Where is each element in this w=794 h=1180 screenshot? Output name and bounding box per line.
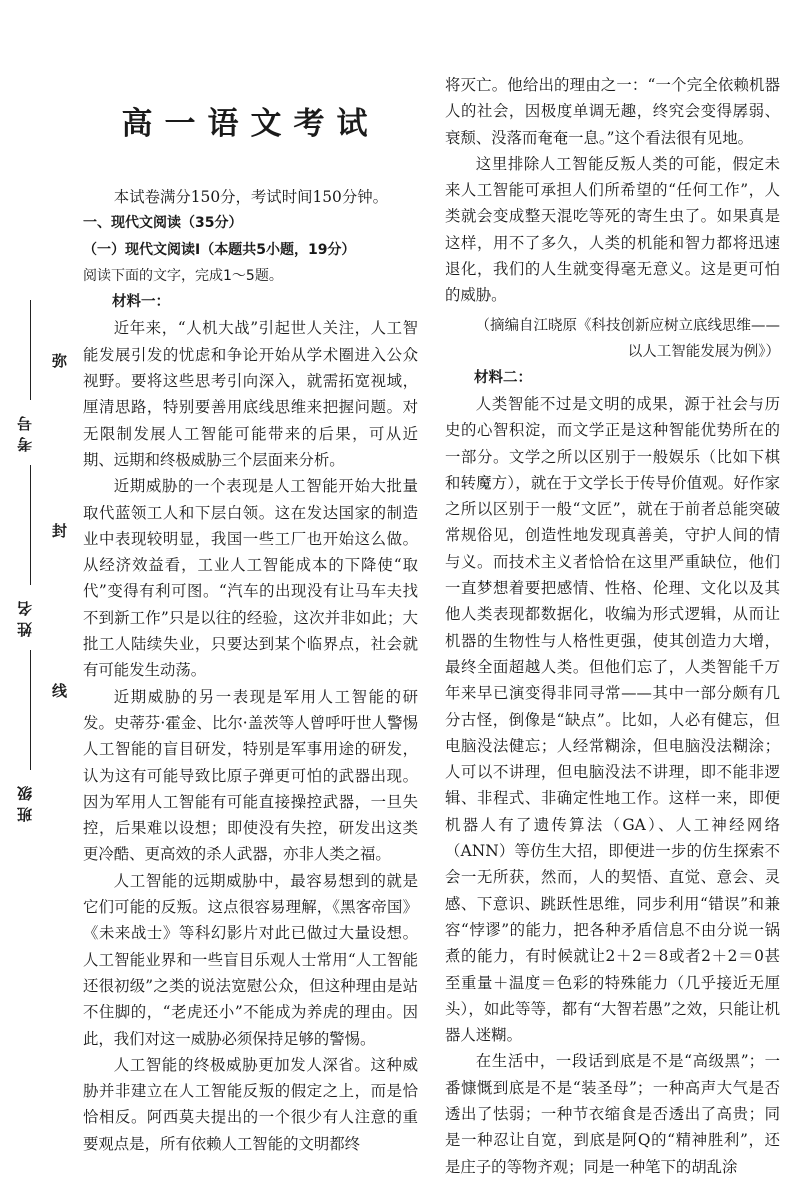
- page-title: 高一语文考试: [121, 106, 380, 142]
- material2-label: 材料二：: [474, 369, 532, 386]
- right-column: [445, 72, 780, 1180]
- material1-label: 材料一：: [112, 294, 170, 311]
- seal-char-mi: 弥: [52, 352, 68, 370]
- seal-char-xian: 线: [52, 682, 68, 700]
- material2-paragraph: 人类智能不过是文明的成果，源于社会与历史的心智积淀，而文学正是这种智能优势所在的一部分。文学之所以区别于一般娱乐（比如下棋和转魔方），就在于文学长于传导价值观。好作家之所以区别于一般“文匠”，就在于前者总能突破常规俗见，创造性地发现真善美，守护人间的情与义。而技术主义者恰恰在这里严重缺位，他们一直梦想着要把感情、性格、伦理、文化以及其他人类表现都数据化，收编为形式逻辑，从而让机器的生物性与人格性更强，使其创造力大增，最终全面超越人类。但他们忘了，人类智能千万年来早已演变得非同寻常——其中一部分颇有几分古怪，倒像是“缺点”。比如，人必有健忘，但电脑没法健忘；人经常糊涂，但电脑没法糊涂；人可以不讲理，但电脑没法不讲理，即不能非逻辑、非程式、非确定性地工作。这样一来，即便机器人有了遗传算法（GA）、人工神经网络（ANN）等仿生大招，即便进一步的仿生探索不会一无所获，然而，人的契悟、直觉、意会、灵感、下意识、跳跃性思维，同步利用“错误”和兼容“悖谬”的能力，把各种矛盾信息不由分说一锅煮的能力，有时候就让2＋2＝8或者2＋2＝0甚至重量＋温度＝色彩的特殊能力（几乎接近无厘头），如此等等，都有“大智若愚”之效，只能让机器人迷糊。: [445, 394, 780, 1045]
- material1-paragraph: 人工智能的远期威胁中，最容易想到的就是它们可能的反叛。这点很容易理解，《黑客帝国》《未来战士》等科幻影片对此已做过大量设想。人工智能业界和一些盲目乐观人士常用“人工智能还很初级”之类的说法宽慰公众，但这种理由是站不住脚的，“老虎还小”不能成为养虎的理由。因此，我们对这一威胁必须保持足够的警惕。: [83, 871, 418, 1048]
- material1-paragraph: 近期威胁的另一表现是军用人工智能的研发。史蒂芬·霍金、比尔·盖茨等人曾呼吁世人警惕人工智能的盲目研发，特别是军事用途的研发，认为这有可能导致比原子弹更可怕的武器出现。因为军用人工智能有可能直接操控武器，一旦失控，后果难以设想；即使没有失控，研发出这类更冷酷、更高效的杀人武器，亦非人类之福。: [83, 687, 418, 864]
- class-label: 班级: [16, 780, 34, 822]
- material1-paragraph: 近年来，“人机大战”引起世人关注，人工智能发展引发的忧虑和争论开始从学术圈进入公众视野。要将这些思考引向深入，就需拓宽视域，厘清思路，特别要善用底线思维来把握问题。对无限制发展人工智能可能带来的后果，可从近期、远期和终极威胁三个层面来分析。: [83, 319, 418, 469]
- name-label: 姓名: [16, 595, 34, 637]
- exam-intro: 本试卷满分150分，考试时间150分钟。: [113, 188, 389, 206]
- source-citation-line1: （摘编自江晓原《科技创新应树立底线思维——: [475, 317, 780, 334]
- section-heading: 一、现代文阅读（35分）: [83, 215, 243, 232]
- exam-number-line: [30, 300, 31, 400]
- left-column: [83, 104, 418, 1157]
- source-citation-line2: 以人工智能发展为例》）: [627, 343, 780, 360]
- subsection-heading: （一）现代文阅读Ⅰ（本题共5小题，19分）: [83, 241, 356, 258]
- seal-char-feng: 封: [52, 522, 68, 540]
- material2-paragraph: 在生活中，一段话到底是不是“高级黑”；一番慷慨到底是不是“装圣母”；一种高声大气是否透出了怯弱；一种节衣缩食是否透出了高贵；同是一种忍让自宽，到底是阿Q的“精神胜利”，还是庄子的等物齐观；同是一种笔下的胡乱涂: [445, 1052, 780, 1176]
- binding-margin: [0, 0, 76, 1167]
- material1-paragraph: 人工智能的终极威胁更加发人深省。这种威胁并非建立在人工智能反叛的假定之上，而是恰恰相反。阿西莫夫提出的一个很少有人注意的重要观点是，所有依赖人工智能的文明都终: [83, 1055, 418, 1153]
- exam-number-label: 考号: [16, 410, 34, 452]
- class-line: [30, 650, 31, 770]
- material1-continued: 将灭亡。他给出的理由之一：“一个完全依赖机器人的社会，因极度单调无趣，终究会变得孱弱、衰颓、没落而奄奄一息。”这个看法很有见地。: [445, 76, 780, 147]
- name-line: [30, 465, 31, 585]
- reading-instruction: 阅读下面的文字，完成1～5题。: [83, 267, 283, 284]
- material1-paragraph: 这里排除人工智能反叛人类的可能，假定未来人工智能可承担人们所希望的“任何工作”，人类就会变成整天混吃等死的寄生虫了。如果真是这样，用不了多久，人类的机能和智力都将迅速退化，我们的人生就变得毫无意义。这是更可怕的威胁。: [445, 154, 780, 305]
- material1-paragraph: 近期威胁的一个表现是人工智能开始大批量取代蓝领工人和下层白领。这在发达国家的制造业中表现较明显，我国一些工厂也开始这么做。从经济效益看，工业人工智能成本的下降使“取代”变得有利可图。“汽车的出现没有让马车夫找不到新工作”只是以往的经验，这次并非如此；大批工人陆续失业，只要达到某个临界点，社会就有可能发生动荡。: [83, 477, 418, 680]
